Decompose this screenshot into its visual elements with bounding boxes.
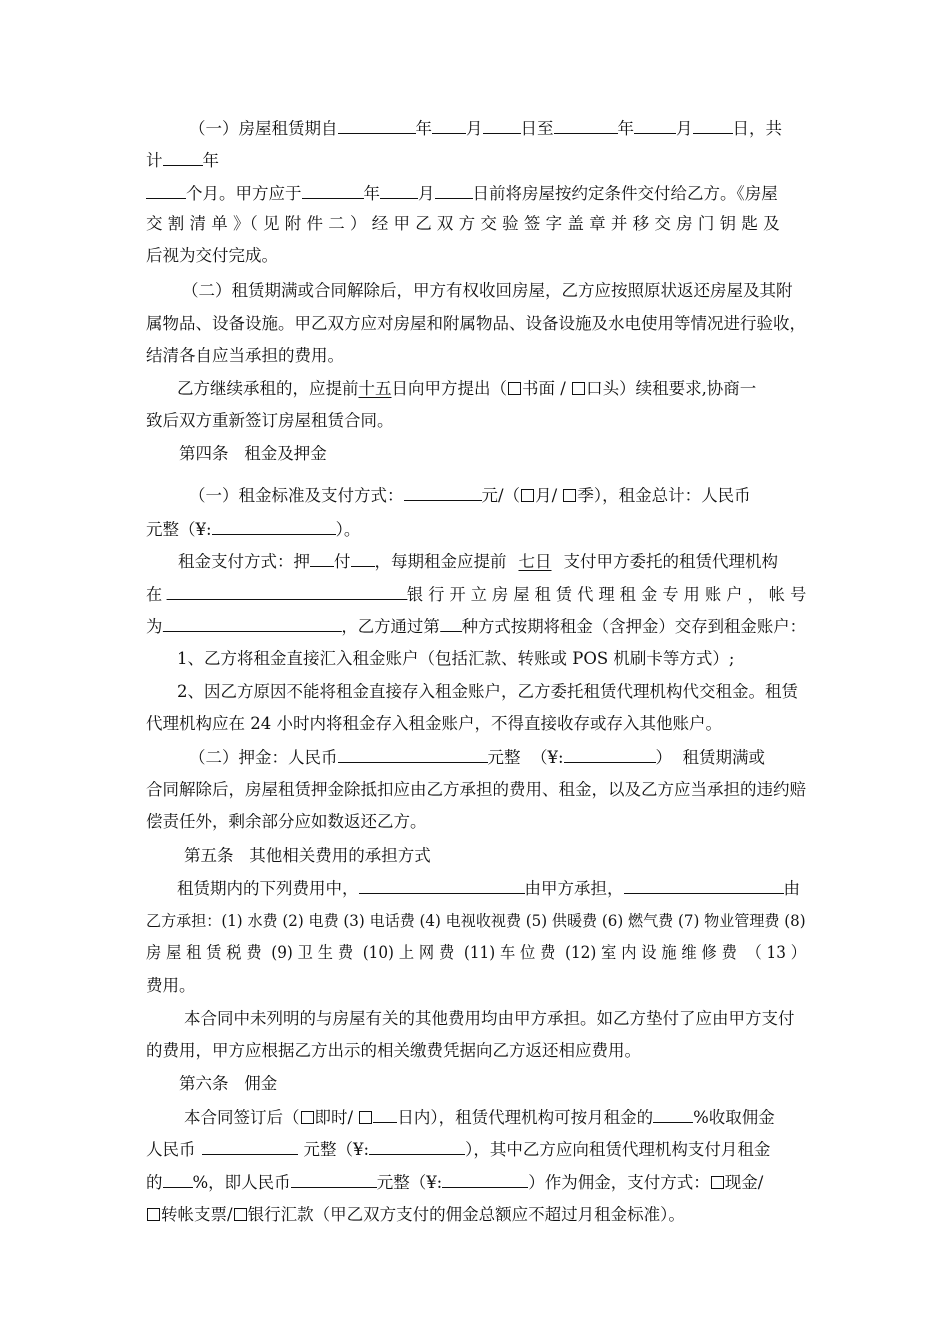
fees-line-4: 费用。 [146,976,196,995]
checkbox-within-days[interactable] [359,1111,372,1124]
blank-start-month[interactable] [432,117,466,134]
renewal-days-value[interactable]: 十五 [358,379,392,398]
fees-line-2: 乙方承担：(1) 水费 (2) 电费 (3) 电话费 (4) 电视收视费 (5) 供暖费 (6) 燃气费 (7) 物业管理费 (8) [146,912,806,930]
blank-commission-rate[interactable] [653,1106,693,1123]
term-period-line-1: （一）房屋租赁期自 年 月 日至 年 月 日，共 [189,119,782,138]
blank-start-year[interactable] [338,117,416,134]
blank-end-month[interactable] [634,117,676,134]
commission-line-3: 的 %，即人民币 元整（¥: ）作为佣金，支付方式： 现金/ [146,1173,764,1192]
blank-bank-name[interactable] [166,583,407,600]
fees-para-2-line-1: 本合同中未列明的与房屋有关的其他费用均由甲方承担。如乙方垫付了应由甲方支付 [184,1009,795,1028]
blank-delivery-day[interactable] [435,182,473,199]
checkbox-monthly[interactable] [521,489,534,502]
renewal-line-2: 致后双方重新签订房屋租赁合同。 [146,411,394,430]
blank-delivery-month[interactable] [380,182,418,199]
blank-end-year[interactable] [554,117,618,134]
blank-deposit-months[interactable] [310,550,334,567]
checkbox-verbal[interactable] [572,382,585,395]
article-4-heading: 第四条 租金及押金 [179,444,327,463]
checkbox-immediate[interactable] [301,1111,314,1124]
payment-line-3: 为 ，乙方通过第 种方式按期将租金（含押金）交存到租金账户： [146,617,807,636]
blank-fees-party-b[interactable] [624,877,784,894]
return-clause-line-2: 属物品、设备设施。甲乙双方应对房屋和附属物品、设备设施及水电使用等情况进行验收， [146,314,806,333]
fees-line-3: 房 屋 租 赁 税 费 (9) 卫 生 费 (10) 上 网 费 (11) 车 位 费 (12) 室 内 设 施 维 修 费 （ 13 ） [146,943,807,962]
term-period-line-4: 交 割 清 单 》（ 见 附 件 二 ） 经 甲 乙 双 方 交 验 签 字 盖 章 并 移 交 房 门 钥 匙 及 [146,214,780,233]
article-6-heading: 第六条 佣金 [179,1074,278,1093]
renewal-line-1: 乙方继续承租的，应提前十五日向甲方提出（ 书面 / 口头）续租要求,协商一 [177,379,757,398]
blank-account-number[interactable] [162,615,341,632]
fees-para-2-line-2: 的费用，甲方应根据乙方出示的相关缴费凭据向乙方返还相应费用。 [146,1041,641,1060]
checkbox-transfer-check[interactable] [147,1208,160,1221]
payment-line-1: 租金支付方式：押 付 ，每期租金应提前 七日 支付甲方委托的租赁代理机构 [178,552,778,571]
blank-fees-party-a[interactable] [359,877,525,894]
payment-item-2-line-1: 2、因乙方原因不能将租金直接存入租金账户，乙方委托租赁代理机构代交租金。租赁 [177,682,798,701]
return-clause-line-1: （二）租赁期满或合同解除后，甲方有权收回房屋，乙方应按照原状返还房屋及其附 [182,281,793,300]
payment-line-2: 在 银 行 开 立 房 屋 租 赁 代 理 租 金 专 用 账 户 ， 帐 号 [146,585,807,604]
blank-end-day[interactable] [693,117,733,134]
checkbox-quarterly[interactable] [563,489,576,502]
blank-commission-amount[interactable] [202,1138,298,1155]
blank-rent-amount[interactable] [404,484,482,501]
term-period-line-3: 个月。甲方应于 年 月 日前将房屋按约定条件交付给乙方。《房屋 [146,182,778,204]
blank-deposit-amount[interactable] [338,746,488,763]
blank-rent-total-yen[interactable] [212,518,336,535]
term-period-line-2: 计 年 [146,151,219,170]
blank-tenant-rate[interactable] [163,1171,193,1188]
term-period-line-5: 后视为交付完成。 [146,246,278,265]
blank-commission-days[interactable] [373,1106,397,1123]
blank-method-number[interactable] [440,615,462,632]
commission-line-1: 本合同签订后（ 即时/ 日内），租赁代理机构可按月租金的 %收取佣金 [184,1108,775,1127]
rent-standard-line-1: （一）租金标准及支付方式： 元/（ 月/ 季），租金总计：人民币 [189,486,751,505]
blank-deposit-yen[interactable] [564,746,656,763]
payment-item-2-line-2: 代理机构应在 24 小时内将租金存入租金账户，不得直接收存或存入其他账户。 [146,714,722,733]
commission-line-4: 转帐支票/ 银行汇款（甲乙双方支付的佣金总额应不超过月租金标准）。 [146,1204,685,1226]
blank-delivery-year[interactable] [302,182,364,199]
blank-total-years[interactable] [163,149,203,166]
blank-pay-months[interactable] [351,550,375,567]
blank-commission-yen[interactable] [369,1138,465,1155]
fees-line-1: 租赁期内的下列费用中， 由甲方承担， 由 [177,879,800,898]
blank-tenant-yen[interactable] [442,1171,528,1188]
article-5-heading: 第五条 其他相关费用的承担方式 [184,846,431,865]
advance-days-value[interactable]: 七日 [518,552,552,571]
return-clause-line-3: 结清各自应当承担的费用。 [146,346,344,365]
blank-tenant-amount[interactable] [291,1171,377,1188]
commission-line-2: 人民币 元整（¥: ），其中乙方应向租赁代理机构支付月租金 [146,1140,771,1159]
rent-standard-line-2: 元整（¥: ）。 [146,520,361,539]
deposit-line-2: 合同解除后，房屋租赁押金除抵扣应由乙方承担的费用、租金，以及乙方应当承担的违约赔 [146,780,806,799]
checkbox-cash[interactable] [711,1176,724,1189]
blank-start-day[interactable] [483,117,521,134]
deposit-line-3: 偿责任外，剩余部分应如数返还乙方。 [146,812,427,831]
payment-item-1: 1、乙方将租金直接汇入租金账户（包括汇款、转账或 POS 机刷卡等方式）; [177,649,735,668]
blank-total-months[interactable] [146,182,186,199]
checkbox-written[interactable] [508,382,521,395]
deposit-line-1: （二）押金：人民币 元整 （¥: ） 租赁期满或 [189,748,766,767]
checkbox-bank-remittance[interactable] [234,1208,247,1221]
